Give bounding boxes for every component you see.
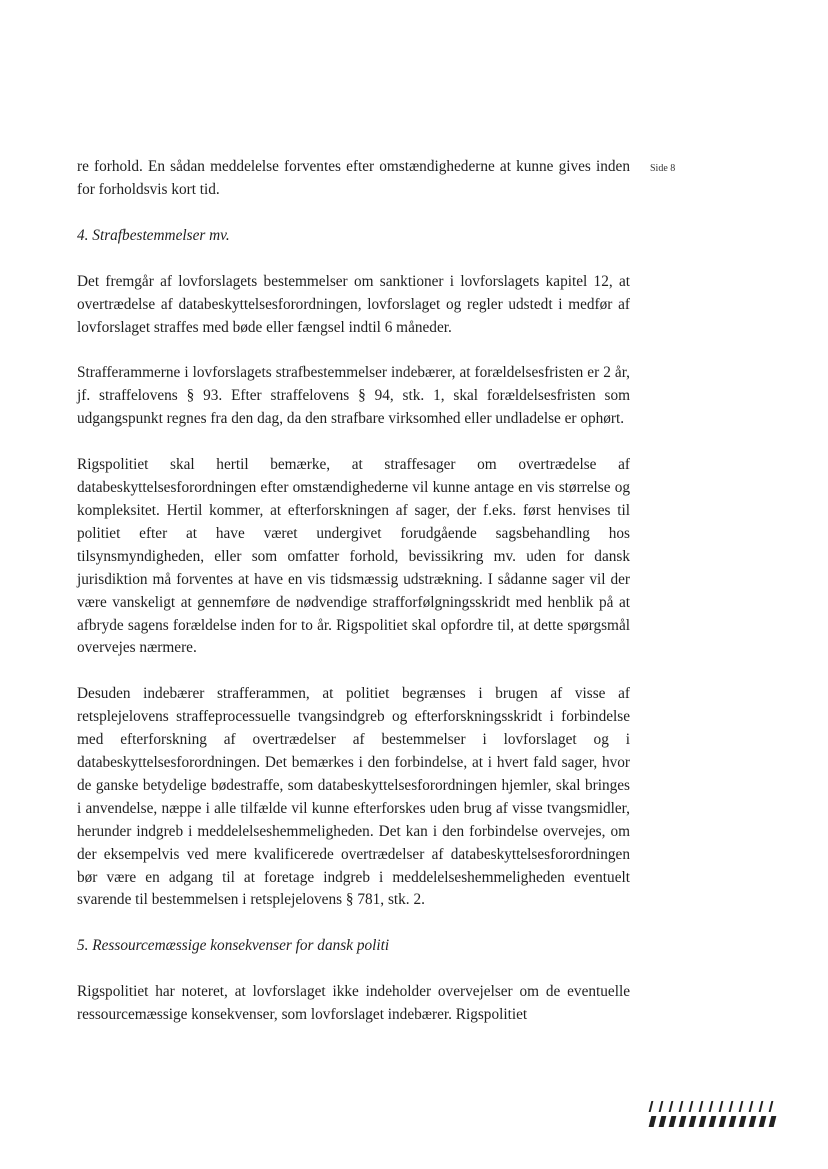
section-heading: 4. Strafbestemmelser mv.: [77, 226, 230, 244]
page-number-label: Side 8: [650, 163, 676, 174]
paragraph: Det fremgår af lovforslagets bestemmelser om sanktioner i lovforslagets kapitel 12, at overtrædelse af databeskyttelsesforordningen, lovforslaget og regler udstedt i medfør af lovforslaget straffes med bøde eller fængsel indtil 6 måneder.: [77, 272, 630, 336]
barcode-icon: [650, 1101, 782, 1127]
paragraph: Strafferammerne i lovforslagets strafbestemmelser indebærer, at forældelsesfristen er 2 år, jf. straffelovens § 93. Efter straffelovens § 94, stk. 1, skal forældelsesfristen som udgangspunkt regnes fra den dag, da den strafbare virksomhed eller undladelse er ophørt.: [77, 364, 630, 428]
section-heading: 5. Ressourcemæssige konsekvenser for dansk politi: [77, 937, 390, 955]
paragraph: Desuden indebærer strafferammen, at politiet begrænses i brugen af visse af retsplejelovens straffeprocessuelle tvangsindgreb og efterforskningsskridt i forbindelse med efterforskning af overtrædelser af bestemmelser i lovforslaget og i databeskyttelsesforordningen. Det bemærkes i den forbindelse, at i hvert fald sager, hvor de ganske betydelige bødestraffe, som databeskyttelsesforordningen hjemler, skal bringes i anvendelse, næppe i alle tilfælde vil kunne efterforskes uden brug af visse tvangsmidler, herunder indgreb i meddelelseshemmeligheden. Det kan i den forbindelse overvejes, om der eksempelvis ved mere kvalificerede overtrædelser af databeskyttelsesforordningen bør være en adgang til at foretage indgreb i meddelelseshemmeligheden eventuelt svarende til bestemmelsen i retsplejelovens § 781, stk. 2.: [77, 685, 630, 909]
document-body: [77, 156, 630, 1027]
paragraph: re forhold. En sådan meddelelse forventes efter omstændighederne at kunne gives inden for forholdsvis kort tid.: [77, 158, 630, 198]
paragraph: Rigspolitiet har noteret, at lovforslaget ikke indeholder overvejelser om de eventuelle ressourcemæssige konsekvenser, som lovforslaget indebærer. Rigspolitiet: [77, 983, 630, 1024]
paragraph: Rigspolitiet skal hertil bemærke, at straffesager om overtrædelse af databeskyttelsesforordningen efter omstændighederne vil kunne antage en vis størrelse og kompleksitet. Hertil kommer, at efterforskningen af sager, der f.eks. først henvises til politiet efter at have været undergivet forudgående sagsbehandling hos tilsynsmyndigheden, eller som omfatter forhold, bevissikring mv. uden for dansk jurisdiktion må forventes at have en vis tidsmæssig udstrækning. I sådanne sager vil der være vanskeligt at gennemføre de nødvendige strafforfølgningsskridt med henblik på at afbryde sagens forældelse inden for to år. Rigspolitiet skal opfordre til, at dette spørgsmål overvejes nærmere.: [77, 456, 630, 657]
